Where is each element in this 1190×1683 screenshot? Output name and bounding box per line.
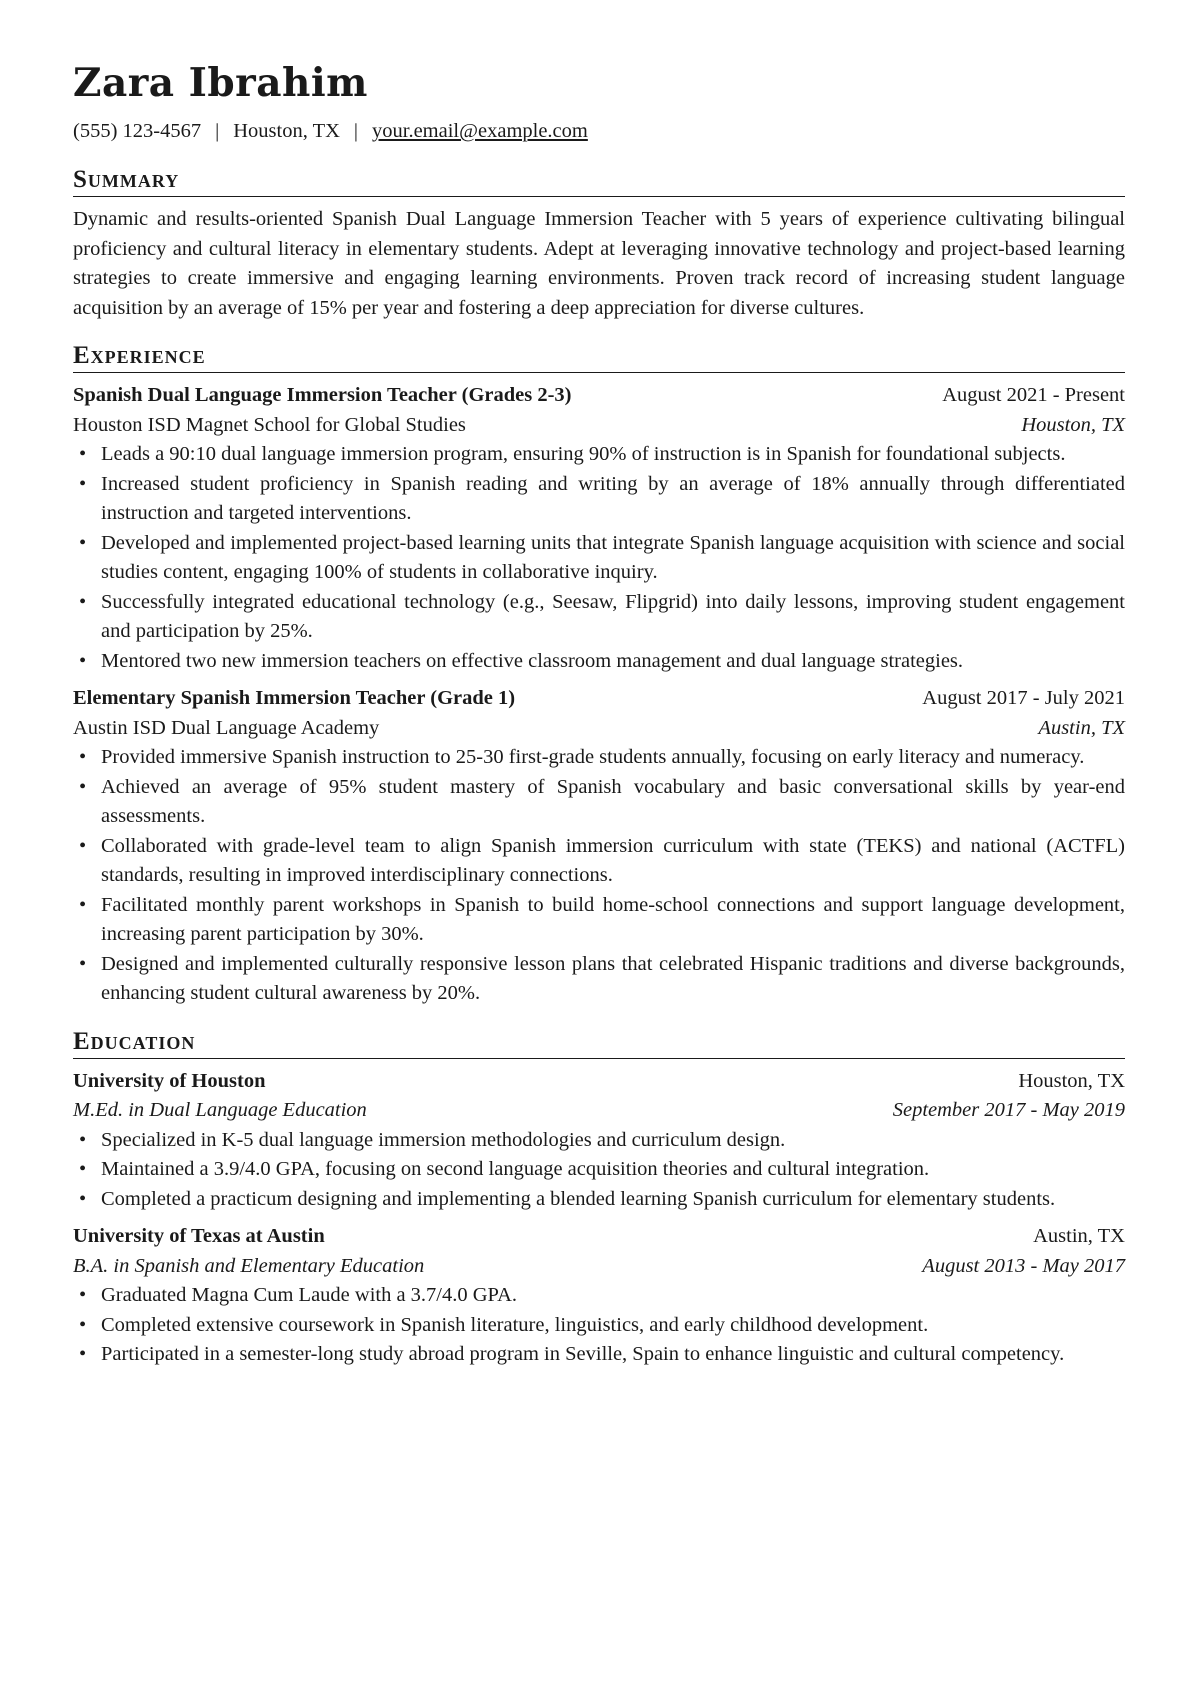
degree-row: [73, 1096, 1125, 1126]
degree: M.Ed. in Dual Language Education: [73, 1099, 367, 1121]
summary-text: Dynamic and results-oriented Spanish Dual Language Immersion Teacher with 5 years of experience cultivating bilingual proficiency and cultural literacy in elementary students. Adept at leveraging innovative technology and project-based learning strategies to create immersive and engaging learning environments. Proven track record of increasing student language acquisition by an average of 15% per year and fostering a deep appreciation for diverse cultures.: [73, 208, 1125, 319]
job-subheader: [73, 411, 1125, 441]
bullet-item: • Mentored two new immersion teachers on effective classroom management and dual language strategies.: [73, 647, 1125, 677]
education-entry: [73, 1222, 1125, 1370]
bullet-item: • Developed and implemented project-based learning units that integrate Spanish language acquisition with science and social studies content, engaging 100% of students in collaborative inquiry.: [73, 529, 1125, 588]
section-title-summary: Summary: [73, 166, 1125, 197]
bullet-item: • Completed extensive coursework in Spanish literature, linguistics, and early childhood development.: [73, 1311, 1125, 1341]
school-name: University of Texas at Austin: [73, 1225, 325, 1247]
job-employer: Austin ISD Dual Language Academy: [73, 716, 380, 739]
school-location: Houston, TX: [1018, 1069, 1125, 1092]
bullet-item: • Facilitated monthly parent workshops in Spanish to build home-school connections and support language development, increasing parent participation by 30%.: [73, 891, 1125, 950]
degree: B.A. in Spanish and Elementary Education: [73, 1254, 425, 1277]
bullet-item: • Specialized in K-5 dual language immersion methodologies and curriculum design.: [73, 1126, 1125, 1156]
school-location: Austin, TX: [1033, 1225, 1125, 1247]
job-employer: Houston ISD Magnet School for Global Studies: [73, 413, 466, 436]
job-dates: August 2021 - Present: [942, 384, 1125, 406]
job-bullets: [73, 743, 1125, 1009]
bullet-item: • Graduated Magna Cum Laude with a 3.7/4.0 GPA.: [73, 1281, 1125, 1311]
bullet-item: • Provided immersive Spanish instruction to 25-30 first-grade students annually, focusing on early literacy and numeracy.: [73, 743, 1125, 773]
job-role: Spanish Dual Language Immersion Teacher (Grades 2-3): [73, 384, 572, 406]
education-bullets: [73, 1281, 1125, 1370]
contact-line: [73, 118, 1125, 144]
bullet-item: • Maintained a 3.9/4.0 GPA, focusing on second language acquisition theories and cultural integration.: [73, 1155, 1125, 1185]
education-bullets: [73, 1126, 1125, 1215]
job-entry: [73, 684, 1125, 1009]
bullet-item: • Completed a practicum designing and implementing a blended learning Spanish curriculum for elementary students.: [73, 1185, 1125, 1215]
bullet-item: • Leads a 90:10 dual language immersion program, ensuring 90% of instruction is in Spanish for foundational subjects.: [73, 440, 1125, 470]
education-section: [73, 1028, 1125, 1370]
school-header: [73, 1222, 1125, 1252]
section-title-experience: Experience: [73, 342, 1125, 373]
job-bullets: [73, 440, 1125, 676]
degree-row: [73, 1252, 1125, 1282]
bullet-item: • Increased student proficiency in Spanish reading and writing by an average of 18% annually through differentiated instruction and targeted interventions.: [73, 470, 1125, 529]
education-dates: September 2017 - May 2019: [892, 1099, 1125, 1121]
bullet-item: • Collaborated with grade-level team to align Spanish immersion curriculum with state (TEKS) and national (ACTFL) standards, resulting in improved interdisciplinary connections.: [73, 832, 1125, 891]
candidate-name: Zara Ibrahim: [73, 60, 368, 106]
job-header: [73, 684, 1125, 714]
experience-section: [73, 342, 1125, 1009]
email-link[interactable]: your.email@example.com: [372, 120, 588, 142]
summary-section: [73, 166, 1125, 323]
bullet-item: • Successfully integrated educational technology (e.g., Seesaw, Flipgrid) into daily lessons, improving student engagement and participation by 25%.: [73, 588, 1125, 647]
contact-separator: |: [215, 120, 220, 142]
school-name: University of Houston: [73, 1069, 266, 1092]
job-location: Houston, TX: [1021, 413, 1125, 436]
education-dates: August 2013 - May 2017: [922, 1254, 1125, 1277]
job-location: Austin, TX: [1038, 716, 1125, 739]
bullet-item: • Designed and implemented culturally responsive lesson plans that celebrated Hispanic traditions and diverse backgrounds, enhancing student cultural awareness by 20%.: [73, 950, 1125, 1009]
job-role: Elementary Spanish Immersion Teacher (Grade 1): [73, 687, 516, 709]
section-title-education: Education: [73, 1028, 1125, 1059]
job-subheader: [73, 714, 1125, 744]
bullet-item: • Achieved an average of 95% student mastery of Spanish vocabulary and basic conversational skills by year-end assessments.: [73, 773, 1125, 832]
job-entry: [73, 381, 1125, 676]
job-dates: August 2017 - July 2021: [922, 687, 1125, 709]
contact-separator: |: [353, 120, 359, 142]
education-entry: [73, 1067, 1125, 1215]
phone-number: (555) 123-4567: [73, 120, 202, 142]
job-header: [73, 381, 1125, 411]
bullet-item: • Participated in a semester-long study abroad program in Seville, Spain to enhance linguistic and cultural competency.: [73, 1340, 1125, 1370]
location: Houston, TX: [233, 120, 340, 142]
resume-page: [73, 60, 1125, 1370]
school-header: [73, 1067, 1125, 1097]
